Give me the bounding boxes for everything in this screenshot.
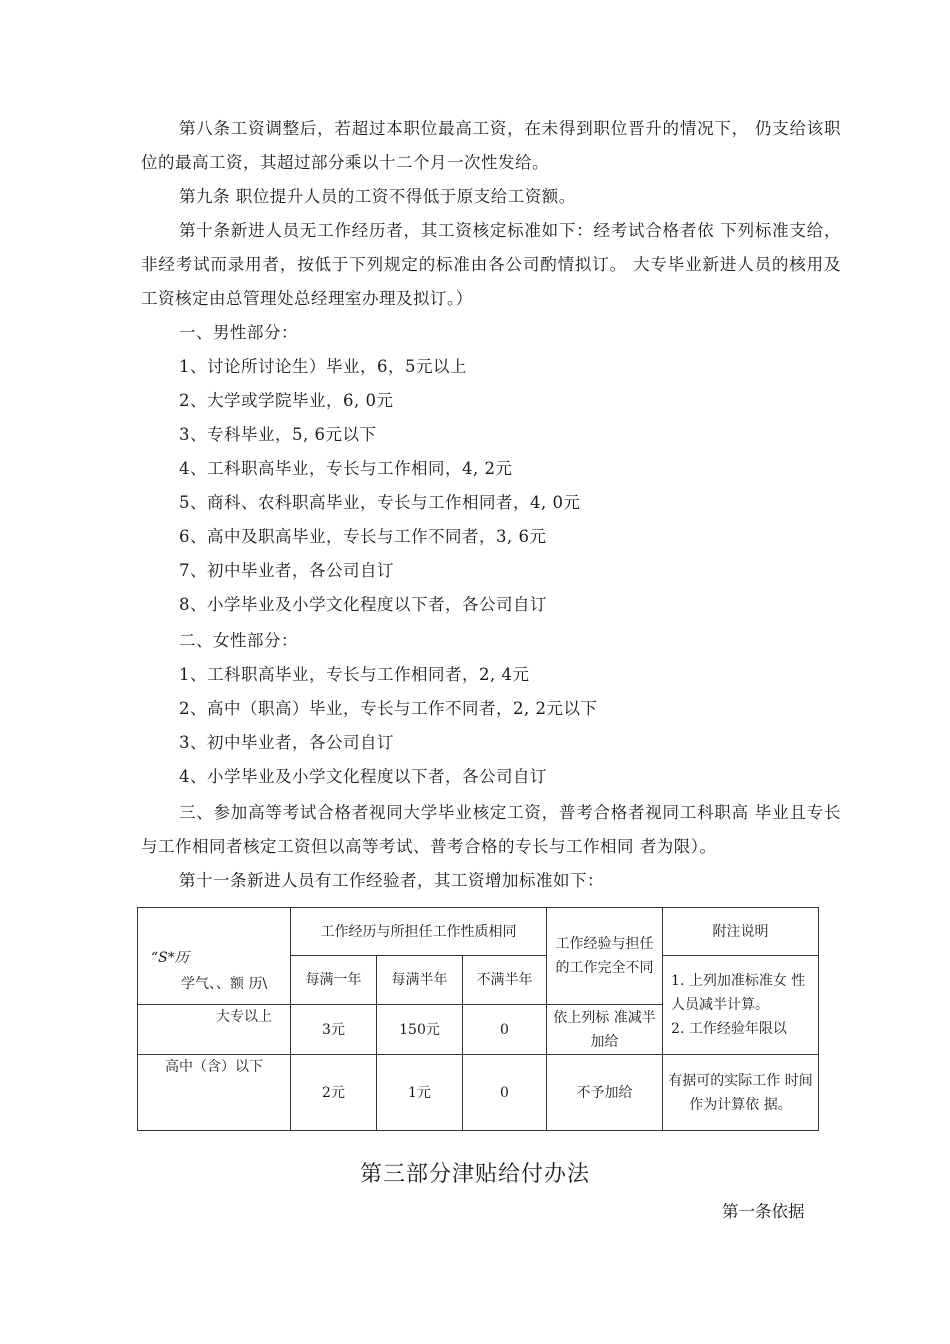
note-line-1: 1. 上列加准标准女 性人员减半计算。 — [671, 973, 806, 1013]
cell-value: 3元 — [291, 1005, 377, 1055]
header-different-nature: 工作经验与担任的工作完全不同 — [547, 908, 663, 1005]
male-heading: 一、男性部分： — [179, 323, 298, 342]
article-11: 第十一条新进人员有工作经验者，其工资增加标准如下： — [179, 871, 604, 890]
table-corner-cell — [138, 908, 291, 1005]
female-item: 2、高中（职高）毕业，专长与工作不同者，2, 2元以下 — [179, 699, 598, 718]
male-item: 5、商科、农科职高毕业，专长与工作相同者，4, 0元 — [179, 493, 581, 512]
cell-value: 不予加给 — [547, 1055, 663, 1131]
male-item: 8、小学毕业及小学文化程度以下者，各公司自订 — [179, 595, 547, 614]
cell-value: 1元 — [377, 1055, 463, 1131]
cell-value: 依上列标 准减半加给 — [547, 1005, 663, 1055]
female-item: 1、工科职高毕业，专长与工作相同者，2, 4元 — [179, 665, 530, 684]
header-same-nature: 工作经历与所担任工作性质相同 — [291, 908, 547, 956]
header-under-half-year: 不满半年 — [463, 956, 547, 1005]
cell-value: 0 — [463, 1005, 547, 1055]
female-item: 4、小学毕业及小学文化程度以下者，各公司自订 — [179, 767, 547, 786]
article-9: 第九条 职位提升人员的工资不得低于原支给工资额。 — [179, 187, 576, 206]
male-item: 3、专科毕业，5, 6元以下 — [179, 425, 377, 444]
cell-value: 150元 — [377, 1005, 463, 1055]
header-per-half-year: 每满半年 — [377, 956, 463, 1005]
male-item: 1、讨论所讨论生）毕业，6，5元以上 — [179, 357, 467, 376]
male-item: 4、工科职高毕业，专长与工作相同，4, 2元 — [179, 459, 513, 478]
row-label-college: 大专以上 — [138, 1005, 291, 1055]
cell-value: 0 — [463, 1055, 547, 1131]
note-cell — [663, 956, 819, 1055]
corner-label-bottom: 学气、、额 历\ — [181, 976, 268, 992]
header-notes: 附注说明 — [663, 908, 819, 956]
note-line-2: 2. 工作经验年限以 — [671, 1021, 787, 1037]
male-item: 7、初中毕业者，各公司自订 — [179, 561, 394, 580]
exam-clause: 三、参加高等考试合格者视同大学毕业核定工资，普考合格者视同工科职高 毕业且专长与工作相同者核定工资但以高等考试、普考合格的专长与工作相同 者为限）。 — [141, 803, 841, 856]
female-heading: 二、女性部分： — [179, 631, 298, 650]
male-item: 2、大学或学院毕业，6, 0元 — [179, 391, 394, 410]
female-item: 3、初中毕业者，各公司自订 — [179, 733, 394, 752]
header-per-year: 每满一年 — [291, 956, 377, 1005]
row-label-highschool: 高中（含）以下 — [138, 1055, 291, 1131]
article-8: 第八条工资调整后，若超过本职位最高工资，在未得到职位晋升的情况下， 仍支给该职位的最高工资，其超过部分乘以十二个月一次性发给。 — [141, 119, 841, 172]
male-item: 6、高中及职高毕业，专长与工作不同者，3, 6元 — [179, 527, 547, 546]
next-article: 第一条依据 — [722, 1202, 805, 1221]
section-heading: 第三部分津贴给付办法 — [359, 1162, 590, 1187]
note-line-3: 有据可的实际工作 时间作为计算依 据。 — [663, 1055, 819, 1131]
cell-value: 2元 — [291, 1055, 377, 1131]
article-10: 第十条新进人员无工作经历者，其工资核定标准如下：经考试合格者依 下列标准支给，非经考试而录用者，按低于下列规定的标准由各公司酌情拟订。 大专毕业新进人员的核用及工资核定由总管理处总经理室办理及拟订。） — [141, 221, 841, 308]
corner-label-top: “S*历 — [151, 950, 189, 966]
experience-raise-table — [137, 907, 819, 1131]
